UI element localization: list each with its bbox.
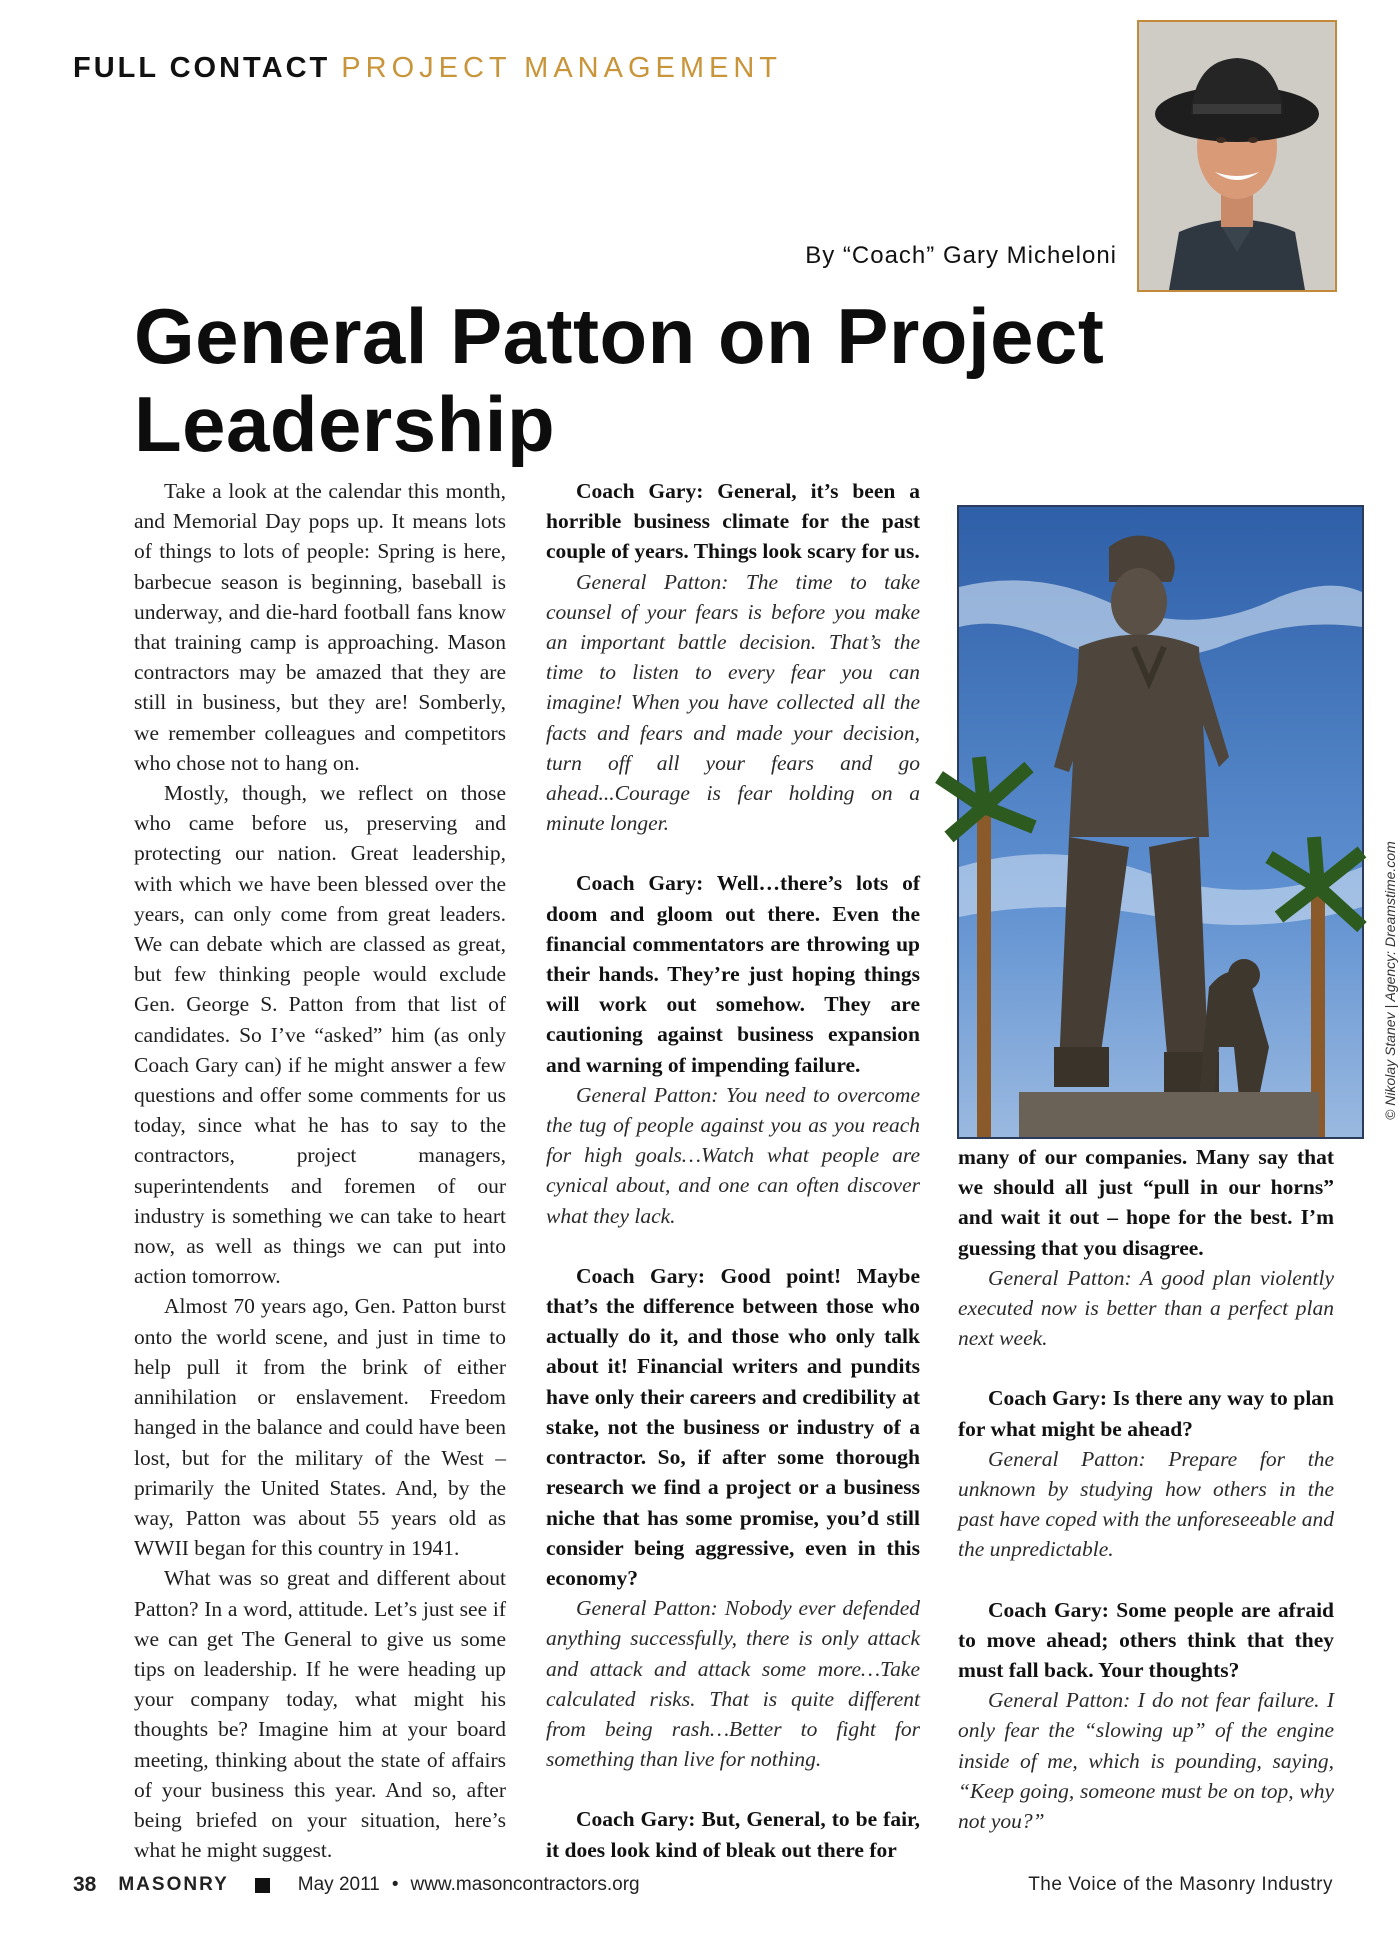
column-1 [134, 476, 506, 1865]
body-paragraph: Mostly, though, we reflect on those who came before us, preserving and protecting our nation. Great leadership, with which we have been blessed over the years, can only come from great leaders. We can debate which are classed as great, but few thinking people would exclude Gen. George S. Patton from that list of candidates. So I’ve “asked” him (as only Coach Gary can) if he might answer a few questions and offer some comments for us today, since what he has to say to the contractors, project managers, superintendents and foremen of our industry is something we can take to heart now, as well as things we can put into action tomorrow. [134, 781, 506, 1289]
coach-question: Coach Gary: General, it’s been a horrible business climate for the past couple of years. Things look scary for us. [546, 479, 920, 564]
patton-answer: General Patton: Prepare for the unknown by studying how others in the past have coped with the unforeseeable and the unpredictable. [958, 1446, 1334, 1562]
author-photo [1137, 20, 1337, 292]
coach-question: Coach Gary: Some people are afraid to move ahead; others think that they must fall back. Your thoughts? [958, 1597, 1334, 1683]
byline: By “Coach” Gary Micheloni [805, 242, 1117, 269]
patton-answer: General Patton: The time to take counsel of your fears is before you make an important battle decision. That’s the time to listen to every fear you can imagine! When you have collected all the facts and fears and made your decision, turn off all your fears and go ahead...Courage is fear holding on a minute longer. [546, 569, 920, 836]
patton-statue-photo [957, 505, 1364, 1139]
headline-line-1: General Patton on Project [134, 292, 1105, 380]
coach-question: Coach Gary: Well…there’s lots of doom and gloom out there. Even the financial commentators are throwing up their hands. They’re just hoping things will work out somehow. They are cautioning against business expansion and warning of impending failure. [546, 871, 920, 1077]
square-bullet-icon [255, 1878, 270, 1893]
headline-line-2: Leadership [134, 380, 556, 468]
section-label-primary: FULL CONTACT [73, 52, 331, 84]
magazine-name: MASONRY [118, 1874, 229, 1895]
website-link[interactable]: www.masoncontractors.org [410, 1874, 640, 1895]
patton-answer: General Patton: Nobody ever defended anything successfully, there is only attack and attack and attack some more…Take calculated risks. That is quite different from being rash…Better to fight for something than live for nothing. [546, 1596, 920, 1772]
magazine-tagline: The Voice of the Masonry Industry [1028, 1874, 1333, 1895]
coach-question-continued: many of our companies. Many say that we should all just “pull in our horns” and wait it out – hope for the best. I’m guessing that you disagree. [958, 1145, 1334, 1260]
photo-credit: © Nikolay Stanev | Agency: Dreamstime.com [1382, 841, 1398, 1120]
coach-question: Coach Gary: But, General, to be fair, it does look kind of bleak out there for [546, 1807, 920, 1862]
column-2 [546, 476, 920, 1865]
body-paragraph: Almost 70 years ago, Gen. Patton burst onto the world scene, and just in time to help pull it from the brink of either annihilation or enslavement. Freedom hanged in the balance and could have been lost, but for the military of the West – primarily the United States. And, by the way, Patton was about 55 years old as WWII began for this country in 1941. [134, 1294, 506, 1561]
body-paragraph: What was so great and different about Patton? In a word, attitude. Let’s just see if we can get The General to give us some tips on leadership. If he were heading up your company today, what might his thoughts be? Imagine him at your board meeting, thinking about the state of affairs of your business this year. And so, after being briefed on your situation, here’s what he might suggest. [134, 1566, 506, 1863]
section-label [73, 52, 782, 85]
patton-answer: General Patton: You need to overcome the tug of people against you as you reach for high goals…Watch what people are cynical about, and one can often discover what they lack. [546, 1082, 920, 1228]
page-number: 38 [73, 1873, 97, 1896]
coach-question: Coach Gary: Good point! Maybe that’s the difference between those who actually do it, and those who only talk about it! Financial writers and pundits have only their careers and credibility at stake, not the business or industry of a contractor. So, if after some thorough research we find a project or a business niche that has some promise, you’d still consider being aggressive, even in this economy? [546, 1263, 920, 1590]
body-paragraph: Take a look at the calendar this month, and Memorial Day pops up. It means lots of things to lots of people: Spring is here, barbecue season is beginning, baseball is underway, and die-hard football fans know that training camp is approaching. Mason contractors may be amazed that they are still in business, but they are! Somberly, we remember colleagues and competitors who chose not to hang on. [134, 479, 506, 775]
bullet-separator: • [391, 1874, 399, 1895]
coach-question: Coach Gary: Is there any way to plan for what might be ahead? [958, 1386, 1334, 1441]
page-footer [73, 1873, 1333, 1897]
patton-answer: General Patton: I do not fear failure. I only fear the “slowing up” of the engine inside of me, which is pounding, saying, “Keep going, someone must be on top, why not you?” [958, 1688, 1334, 1834]
patton-answer: General Patton: A good plan violently executed now is better than a perfect plan next week. [958, 1265, 1334, 1351]
column-3 [958, 1142, 1334, 1836]
issue-date: May 2011 [297, 1874, 380, 1895]
article-headline [134, 292, 1194, 468]
section-label-secondary: PROJECT MANAGEMENT [341, 52, 783, 84]
